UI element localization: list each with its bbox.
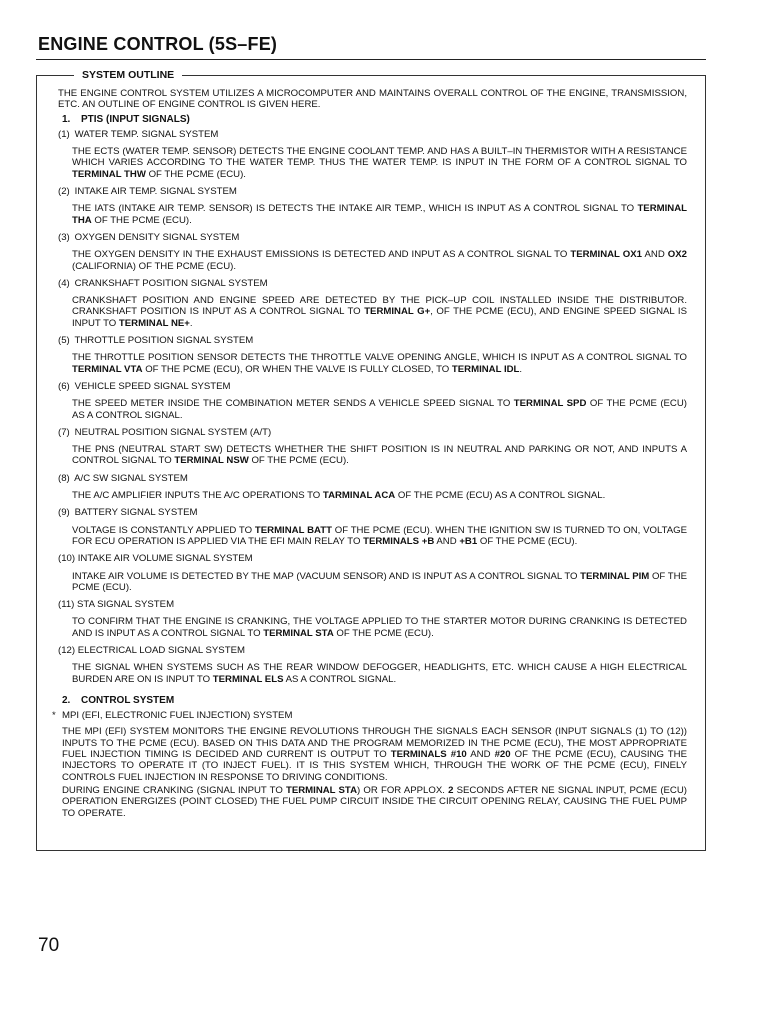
signal-item-title xyxy=(58,645,687,656)
body-text: TO CONFIRM THAT THE ENGINE IS CRANKING, THE VOLTAGE APPLIED TO THE STARTER MOTOR DURING CRANKING IS DETECTED AND IS INPUT AS A CONTROL SIGNAL TO xyxy=(72,616,687,639)
document-content xyxy=(52,88,687,821)
system-outline-label: SYSTEM OUTLINE xyxy=(74,67,182,83)
body-text: OF THE PCME (ECU) AS A CONTROL SIGNAL. xyxy=(72,398,687,421)
signal-item-title xyxy=(58,232,687,243)
signal-item-description xyxy=(72,203,687,226)
terminal-name: TERMINAL THA xyxy=(72,203,687,226)
item-number: (6) xyxy=(58,380,70,392)
control-system-paragraph xyxy=(62,726,687,782)
body-text: THE OXYGEN DENSITY IN THE EXHAUST EMISSIONS IS DETECTED AND INPUT AS A CONTROL SIGNAL TO xyxy=(72,249,571,261)
body-text: OF THE PCME (ECU). xyxy=(72,570,687,593)
signal-item-description xyxy=(72,249,687,272)
body-text: OF THE PCME (ECU). xyxy=(477,535,578,547)
bullet-marker: * xyxy=(52,710,56,722)
title-rule xyxy=(36,59,706,60)
body-text: . xyxy=(189,317,193,329)
body-text: CRANKSHAFT POSITION AND ENGINE SPEED ARE DETECTED BY THE PICK–UP COIL INSTALLED INSIDE THE DISTRIBUTOR. CRANKSHAFT POSITION IS INPUT AS A CONTROL SIGNAL TO xyxy=(72,295,687,318)
signal-item-description xyxy=(72,662,687,685)
terminal-name: TERMINAL IDL xyxy=(451,363,520,375)
item-title-text: WATER TEMP. SIGNAL SYSTEM xyxy=(74,128,219,140)
terminal-name: TERMINAL NE+ xyxy=(118,317,190,329)
terminal-name: TERMINAL OX1 xyxy=(570,249,642,261)
item-number: (2) xyxy=(58,186,70,198)
body-text: THE THROTTLE POSITION SENSOR DETECTS THE THROTTLE VALVE OPENING ANGLE, WHICH IS INPUT AS A CONTROL SIGNAL TO xyxy=(72,352,687,364)
item-number: (10) xyxy=(58,553,76,565)
item-title-text: CRANKSHAFT POSITION SIGNAL SYSTEM xyxy=(74,277,268,289)
body-text: , OF THE PCME (ECU), AND ENGINE SPEED SIGNAL IS INPUT TO xyxy=(72,306,687,329)
section-control-system-heading xyxy=(58,695,687,706)
body-text: SECONDS AFTER NE SIGNAL INPUT, PCME (ECU) OPERATION ENERGIZES (POINT CLOSED) THE FUEL PUMP CIRCUIT INSIDE THE CIRCUIT OPENING RELAY, CAUSING THE FUEL PUMP TO OPERATE. xyxy=(62,784,687,819)
body-text: THE ECTS (WATER TEMP. SENSOR) DETECTS THE ENGINE COOLANT TEMP. AND HAS A BUILT–IN THERMISTOR WITH A RESISTANCE WHICH VARIES ACCORDING TO THE WATER TEMP. THUS THE WATER TEMP. IS INPUT IN THE FORM OF A CONTROL SIGNAL TO xyxy=(72,146,687,169)
signal-item-title xyxy=(58,186,687,197)
signal-item-title xyxy=(58,553,687,564)
section-number: 2. xyxy=(62,694,71,706)
item-number: (12) xyxy=(58,644,76,656)
body-text: (CALIFORNIA) OF THE PCME (ECU). xyxy=(72,260,236,272)
body-text: AND xyxy=(641,249,668,261)
body-text: THE A/C AMPLIFIER INPUTS THE A/C OPERATIONS TO xyxy=(72,490,323,502)
page-title: ENGINE CONTROL (5S–FE) xyxy=(38,34,278,54)
item-title-text: THROTTLE POSITION SIGNAL SYSTEM xyxy=(74,335,254,347)
terminal-name: +B1 xyxy=(459,535,478,547)
body-text: THE MPI (EFI) SYSTEM MONITORS THE ENGINE REVOLUTIONS THROUGH THE SIGNALS EACH SENSOR (INPUT SIGNALS (1) TO (12)) INPUTS TO THE PCME (ECU). BASED ON THIS DATA AND THE PROGRAM MEMORIZED IN THE PCME (ECU), THE MOST APPROPRIATE FUEL INJECTION TIMING IS DECIDED AND CURRENT IS OUTPUT TO xyxy=(62,726,687,761)
body-text: VOLTAGE IS CONSTANTLY APPLIED TO xyxy=(72,524,255,536)
body-text: OF THE PCME (ECU). WHEN THE IGNITION SW IS TURNED TO ON, VOLTAGE FOR ECU OPERATION IS APPLIED VIA THE EFI MAIN RELAY TO xyxy=(72,524,687,547)
signal-item-description xyxy=(72,146,687,180)
terminal-name: TERMINALS +B xyxy=(363,535,435,547)
item-number: (11) xyxy=(58,599,75,611)
body-text: OF THE PCME (ECU). xyxy=(248,455,349,467)
terminal-name: TERMINAL PIM xyxy=(580,570,650,582)
body-text: OF THE PCME (ECU). xyxy=(91,214,192,226)
section-title: PTIS (INPUT SIGNALS) xyxy=(81,113,190,125)
section-number: 1. xyxy=(62,113,71,125)
bullet-title-text: MPI (EFI, ELECTRONIC FUEL INJECTION) SYSTEM xyxy=(62,710,293,722)
signal-item-title xyxy=(58,129,687,140)
item-title-text: OXYGEN DENSITY SIGNAL SYSTEM xyxy=(74,231,240,243)
mpi-system-title xyxy=(52,710,687,721)
terminal-name: TERMINAL STA xyxy=(263,627,334,639)
body-text: OF THE PCME (ECU), CAUSING THE INJECTORS TO OPERATE IT (TO INJECT FUEL). IT IS THIS SYSTEM WHICH, THROUGH THE WORK OF THE PCME (ECU), FINELY CONTROLS FUEL INJECTION IN RESPONSE TO DRIVING CONDITIONS. xyxy=(62,749,687,783)
signal-item-description xyxy=(72,444,687,467)
signal-item-description xyxy=(72,571,687,594)
body-text: AND xyxy=(466,749,495,761)
item-title-text: STA SIGNAL SYSTEM xyxy=(77,599,175,611)
body-text: AND xyxy=(434,535,460,547)
item-title-text: NEUTRAL POSITION SIGNAL SYSTEM (A/T) xyxy=(74,426,272,438)
body-text: OF THE PCME (ECU). xyxy=(333,627,434,639)
terminal-name: TERMINAL G+ xyxy=(364,306,431,318)
signal-item-title xyxy=(58,381,687,392)
control-system-paragraphs xyxy=(58,726,687,818)
page-number: 70 xyxy=(38,935,60,956)
signal-item-description xyxy=(72,398,687,421)
body-text: THE SIGNAL WHEN SYSTEMS SUCH AS THE REAR WINDOW DEFOGGER, HEADLIGHTS, ETC. WHICH CAUSE A HIGH ELECTRICAL BURDEN ARE ON IS INPUT TO xyxy=(72,662,687,685)
item-title-text: INTAKE AIR TEMP. SIGNAL SYSTEM xyxy=(74,186,237,198)
item-title-text: ELECTRICAL LOAD SIGNAL SYSTEM xyxy=(77,644,245,656)
terminal-name: 2 xyxy=(448,784,454,796)
item-title-text: INTAKE AIR VOLUME SIGNAL SYSTEM xyxy=(77,553,253,565)
section-input-signals-heading xyxy=(58,114,687,125)
body-text: OF THE PCME (ECU). xyxy=(145,168,246,180)
body-text: THE SPEED METER INSIDE THE COMBINATION METER SENDS A VEHICLE SPEED SIGNAL TO xyxy=(72,398,514,410)
item-number: (9) xyxy=(58,507,70,519)
intro-paragraph: THE ENGINE CONTROL SYSTEM UTILIZES A MICROCOMPUTER AND MAINTAINS OVERALL CONTROL OF THE ENGINE, TRANSMISSION, ETC. AN OUTLINE OF ENGINE CONTROL IS GIVEN HERE. xyxy=(58,88,687,111)
body-text: THE IATS (INTAKE AIR TEMP. SENSOR) IS DETECTS THE INTAKE AIR TEMP., WHICH IS INPUT AS A CONTROL SIGNAL TO xyxy=(72,203,638,215)
terminal-name: #20 xyxy=(494,749,511,761)
input-signal-list xyxy=(58,129,687,685)
signal-item-description xyxy=(72,616,687,639)
terminal-name: TERMINAL BATT xyxy=(254,524,332,536)
item-title-text: A/C SW SIGNAL SYSTEM xyxy=(74,472,188,484)
signal-item-title xyxy=(58,427,687,438)
signal-item-title xyxy=(58,335,687,346)
item-number: (3) xyxy=(58,231,70,243)
body-text: DURING ENGINE CRANKING (SIGNAL INPUT TO xyxy=(62,784,286,796)
item-title-text: VEHICLE SPEED SIGNAL SYSTEM xyxy=(74,380,231,392)
terminal-name: TERMINAL STA xyxy=(285,784,358,796)
terminal-name: TERMINAL VTA xyxy=(72,363,143,375)
body-text: ) OR FOR APPLOX. xyxy=(357,784,449,796)
signal-item-description xyxy=(72,295,687,329)
body-text: OF THE PCME (ECU) AS A CONTROL SIGNAL. xyxy=(395,490,606,502)
terminal-name: TARMINAL ACA xyxy=(322,490,396,502)
terminal-name: TERMINAL NSW xyxy=(174,455,249,467)
signal-item-description xyxy=(72,525,687,548)
item-number: (7) xyxy=(58,426,70,438)
signal-item-title xyxy=(58,507,687,518)
terminal-name: TERMINAL THW xyxy=(72,168,146,180)
signal-item-description xyxy=(72,490,687,501)
item-number: (4) xyxy=(58,277,70,289)
body-text: INTAKE AIR VOLUME IS DETECTED BY THE MAP (VACUUM SENSOR) AND IS INPUT AS A CONTROL SIGNAL TO xyxy=(72,570,581,582)
body-text: OF THE PCME (ECU), OR WHEN THE VALVE IS FULLY CLOSED, TO xyxy=(142,363,452,375)
item-title-text: BATTERY SIGNAL SYSTEM xyxy=(74,507,198,519)
body-text: AS A CONTROL SIGNAL. xyxy=(283,673,397,685)
control-system-paragraph xyxy=(62,785,687,819)
terminal-name: TERMINAL ELS xyxy=(212,673,284,685)
terminal-name: TERMINALS #10 xyxy=(390,749,467,761)
signal-item-title xyxy=(58,473,687,484)
signal-item-description xyxy=(72,352,687,375)
terminal-name: OX2 xyxy=(667,249,687,261)
section-title: CONTROL SYSTEM xyxy=(81,694,175,706)
signal-item-title xyxy=(58,599,687,610)
terminal-name: TERMINAL SPD xyxy=(513,398,587,410)
item-number: (5) xyxy=(58,335,70,347)
signal-item-title xyxy=(58,278,687,289)
item-number: (8) xyxy=(58,472,70,484)
body-text: THE PNS (NEUTRAL START SW) DETECTS WHETHER THE SHIFT POSITION IS IN NEUTRAL AND PARKING OR NOT, AND INPUTS A CONTROL SIGNAL TO xyxy=(72,444,687,467)
body-text: . xyxy=(519,363,523,375)
item-number: (1) xyxy=(58,128,70,140)
